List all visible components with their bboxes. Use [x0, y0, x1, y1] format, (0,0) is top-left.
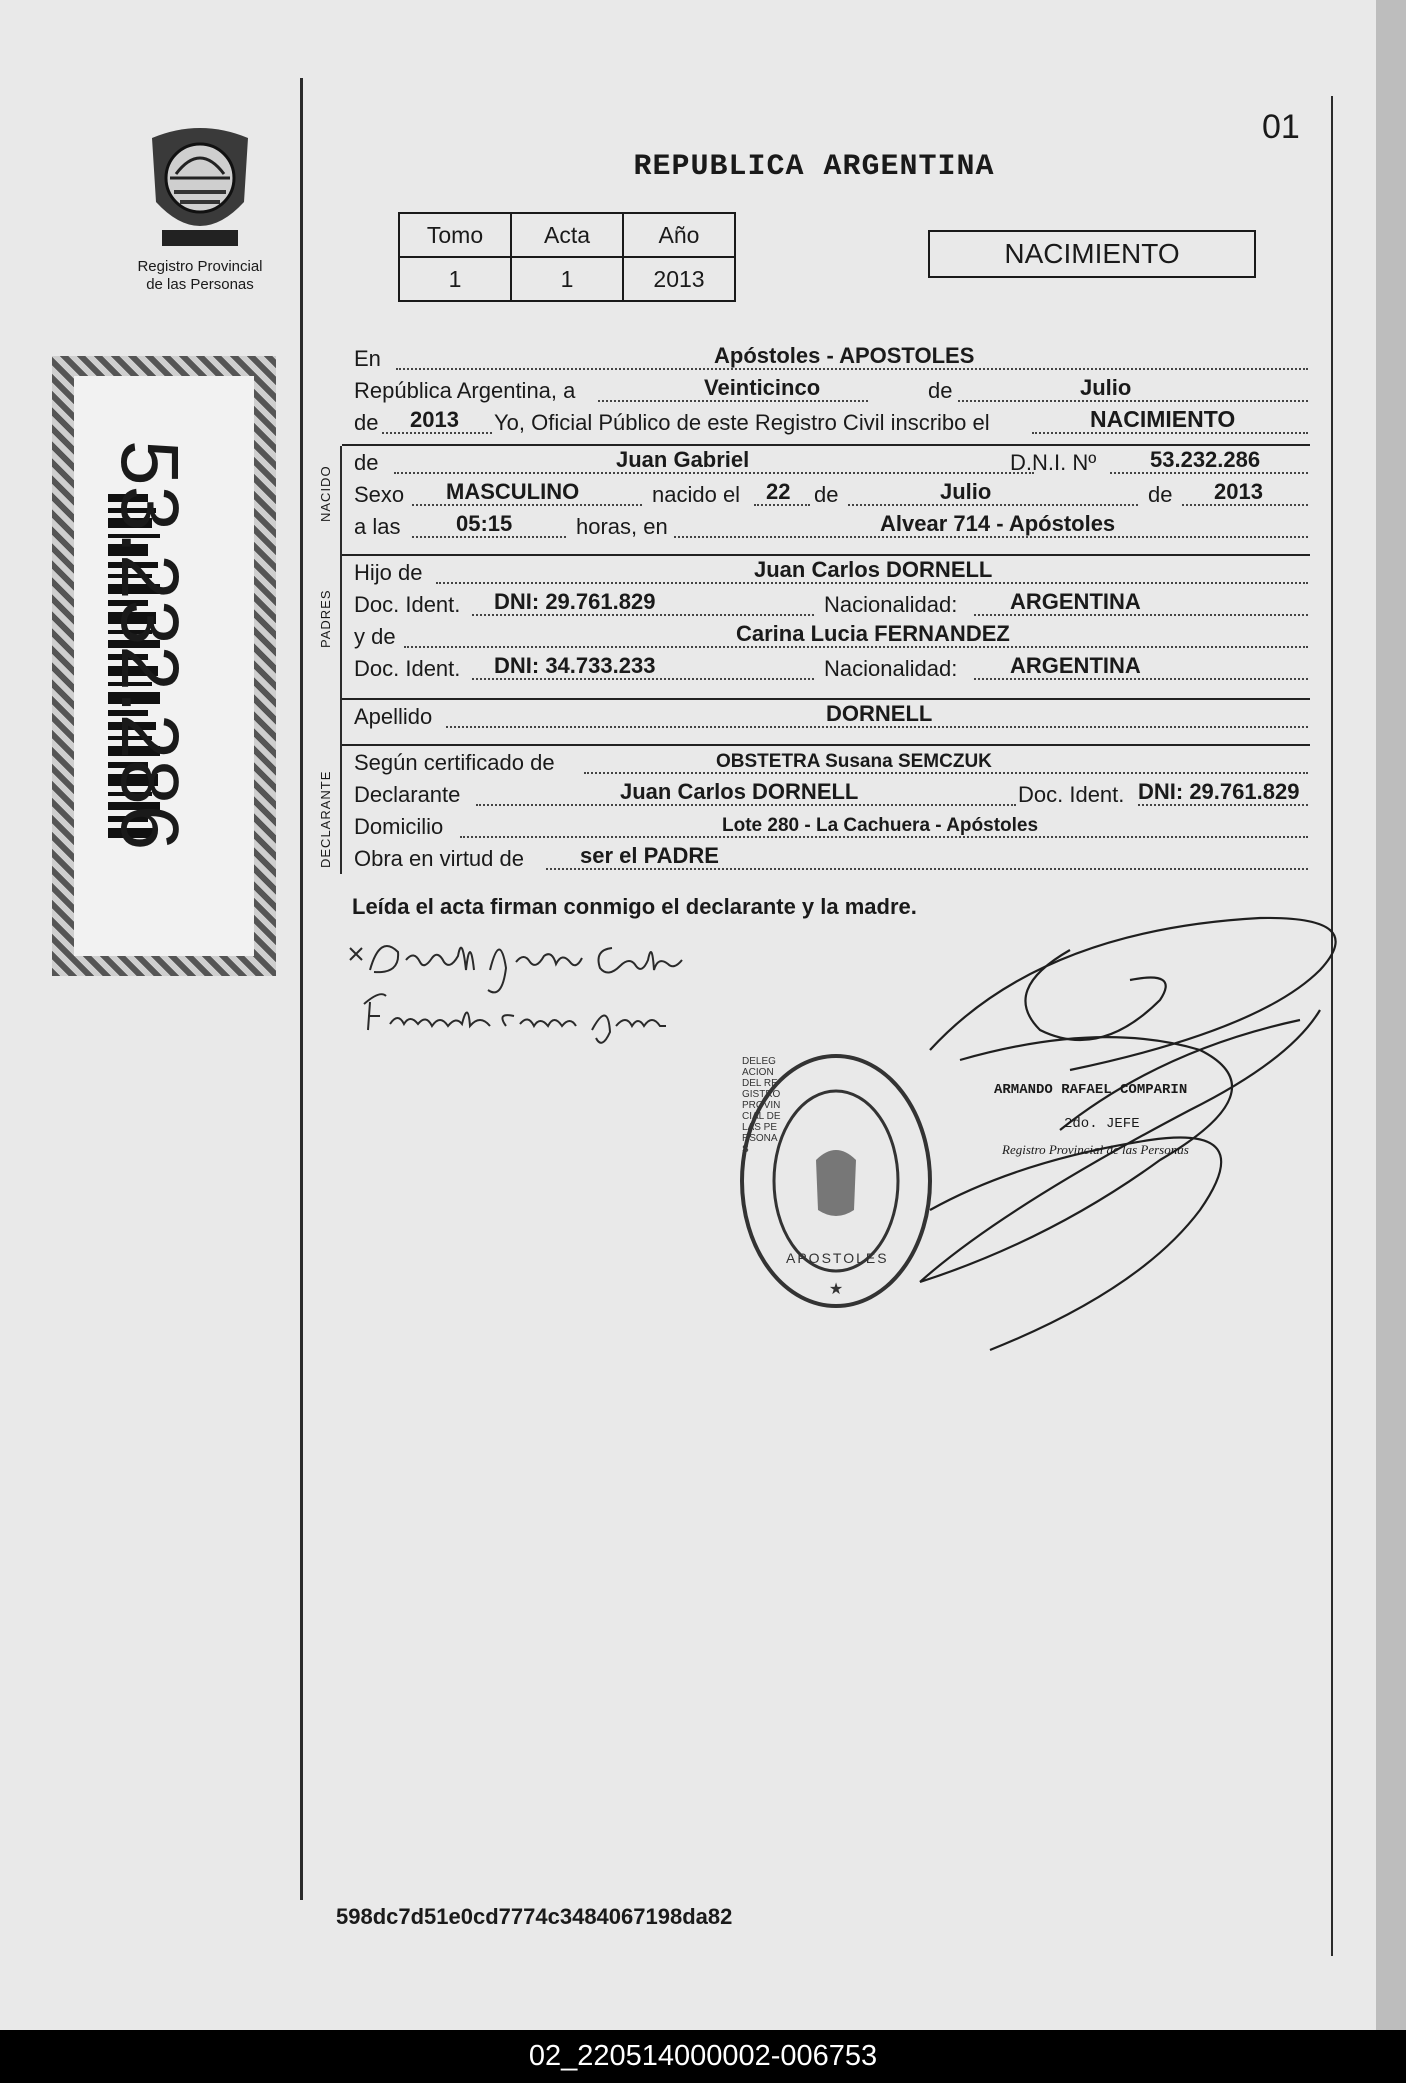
row-nombre: [354, 446, 1308, 478]
label-sexo: Sexo: [354, 482, 405, 507]
row-apellido: [354, 700, 1308, 732]
value-certificado: OBSTETRA Susana SEMCZUK: [716, 751, 992, 772]
label-de: de: [354, 450, 379, 475]
value-dia-nac: 22: [766, 479, 791, 504]
value-madre-nac: ARGENTINA: [1010, 653, 1141, 678]
row-segun: [354, 746, 1308, 778]
stamp-city: APOSTOLES: [786, 1250, 889, 1266]
label-de: de: [928, 378, 953, 403]
value-mes: Julio: [1080, 375, 1132, 400]
value-dia-letras: Veinticinco: [704, 375, 821, 400]
row-republica: [354, 374, 1308, 406]
value-madre: Carina Lucia FERNANDEZ: [736, 621, 1010, 646]
row-hijo-de: [354, 556, 1308, 588]
label-apellido: Apellido: [354, 704, 433, 729]
closing-statement: Leída el acta firman conmigo el declarante y la madre.: [352, 894, 917, 919]
left-margin-line: [300, 78, 303, 1900]
value-lugar-nac: Alvear 714 - Apóstoles: [880, 511, 1116, 536]
section-label-padres: PADRES: [318, 589, 333, 648]
label-nacionalidad: Nacionalidad:: [824, 656, 958, 681]
page-number: 01: [1262, 108, 1300, 146]
value-padre-nac: ARGENTINA: [1010, 589, 1141, 614]
value-declarante-doc: DNI: 29.761.829: [1138, 779, 1300, 804]
row-hora: [354, 510, 1308, 542]
value-declarante: Juan Carlos DORNELL: [620, 779, 859, 804]
official-signature: [900, 910, 1376, 1370]
label-doc-ident: Doc. Ident.: [354, 656, 461, 681]
label-doc-ident: Doc. Ident.: [354, 592, 461, 617]
organization-name: [112, 258, 288, 294]
value-madre-doc: DNI: 34.733.233: [494, 653, 656, 678]
svg-text:★: ★: [828, 1281, 844, 1298]
row-padre-doc: [354, 588, 1308, 620]
value-apellido: DORNELL: [826, 701, 933, 726]
value-padre-doc: DNI: 29.761.829: [494, 589, 656, 614]
label-horas-en: horas, en: [576, 514, 668, 539]
label-nacido-el: nacido el: [652, 482, 741, 507]
value-acto: NACIMIENTO: [1090, 406, 1236, 432]
row-madre-doc: [354, 652, 1308, 684]
value-hora: 05:15: [456, 511, 513, 536]
label-domicilio: Domicilio: [354, 814, 444, 839]
value-anio-nac: 2013: [1214, 479, 1263, 504]
label-obra: Obra en virtud de: [354, 846, 524, 871]
label-de: de: [1148, 482, 1173, 507]
value-acta: 1: [511, 257, 623, 301]
official-role: 2do. JEFE: [1064, 1116, 1140, 1132]
label-y-de: y de: [354, 624, 396, 649]
row-declarante: [354, 778, 1308, 810]
row-sexo: [354, 478, 1308, 510]
section-divider-line: [340, 446, 342, 874]
label-republica: República Argentina, a: [354, 378, 576, 403]
handwritten-signatures: [340, 930, 820, 1060]
section-label-declarante: DECLARANTE: [318, 770, 333, 868]
value-anio: 2013: [410, 407, 459, 432]
official-office: Registro Provincial de las Personas: [1002, 1142, 1189, 1157]
registry-table: [398, 212, 736, 302]
label-dni: D.N.I. Nº: [1010, 450, 1097, 475]
file-id-bar: [0, 2030, 1406, 2083]
stamp-ring-text: DELEGACION DEL REGISTRO PROVINCIAL DE LAS PERSONAS: [742, 1056, 781, 1155]
page-edge: [1376, 0, 1406, 2030]
value-nombre: Juan Gabriel: [616, 447, 750, 472]
label-nacionalidad: Nacionalidad:: [824, 592, 958, 617]
label-de: de: [814, 482, 839, 507]
label-doc-ident: Doc. Ident.: [1018, 782, 1125, 807]
row-y-de: [354, 620, 1308, 652]
organization-line-2: de las Personas: [146, 276, 254, 293]
value-lugar: Apóstoles - APOSTOLES: [714, 343, 975, 368]
value-domicilio: Lote 280 - La Cachuera - Apóstoles: [722, 815, 1039, 836]
organization-line-1: Registro Provincial: [137, 258, 263, 275]
label-en: En: [354, 346, 381, 371]
misiones-seal-logo: [140, 118, 260, 258]
value-sexo: MASCULINO: [446, 479, 580, 504]
label-de: de: [354, 410, 379, 435]
document-title: REPUBLICA ARGENTINA: [633, 150, 995, 184]
value-tomo: 1: [399, 257, 511, 301]
document-hash: 598dc7d51e0cd7774c3484067198da82: [336, 1904, 733, 1929]
section-label-nacido: NACIDO: [318, 465, 333, 522]
row-yo: [354, 406, 1308, 438]
label-segun: Según certificado de: [354, 750, 555, 775]
label-declarante: Declarante: [354, 782, 461, 807]
dotted-line: [958, 400, 1308, 402]
value-dni: 53.232.286: [1150, 447, 1261, 472]
header-tomo: Tomo: [399, 213, 511, 257]
label-a-las: a las: [354, 514, 401, 539]
header-acta: Acta: [511, 213, 623, 257]
label-hijo-de: Hijo de: [354, 560, 423, 585]
row-obra: [354, 842, 1308, 874]
row-domicilio: [354, 810, 1308, 842]
dotted-line: [1138, 804, 1308, 806]
value-padre: Juan Carlos DORNELL: [754, 557, 993, 582]
label-yo: Yo, Oficial Público de este Registro Civil inscribo el: [494, 410, 990, 435]
dotted-line: [848, 504, 1138, 506]
barcode-number: 53.232.286: [104, 440, 195, 851]
value-obra: ser el PADRE: [580, 843, 719, 868]
document-type-box: NACIMIENTO: [928, 230, 1256, 278]
file-id: 02_220514000002-006753: [528, 2040, 878, 2072]
row-en: [354, 342, 1308, 374]
value-anio: 2013: [623, 257, 735, 301]
value-mes-nac: Julio: [940, 479, 992, 504]
header-anio: Año: [623, 213, 735, 257]
official-name: ARMANDO RAFAEL COMPARIN: [994, 1082, 1188, 1098]
